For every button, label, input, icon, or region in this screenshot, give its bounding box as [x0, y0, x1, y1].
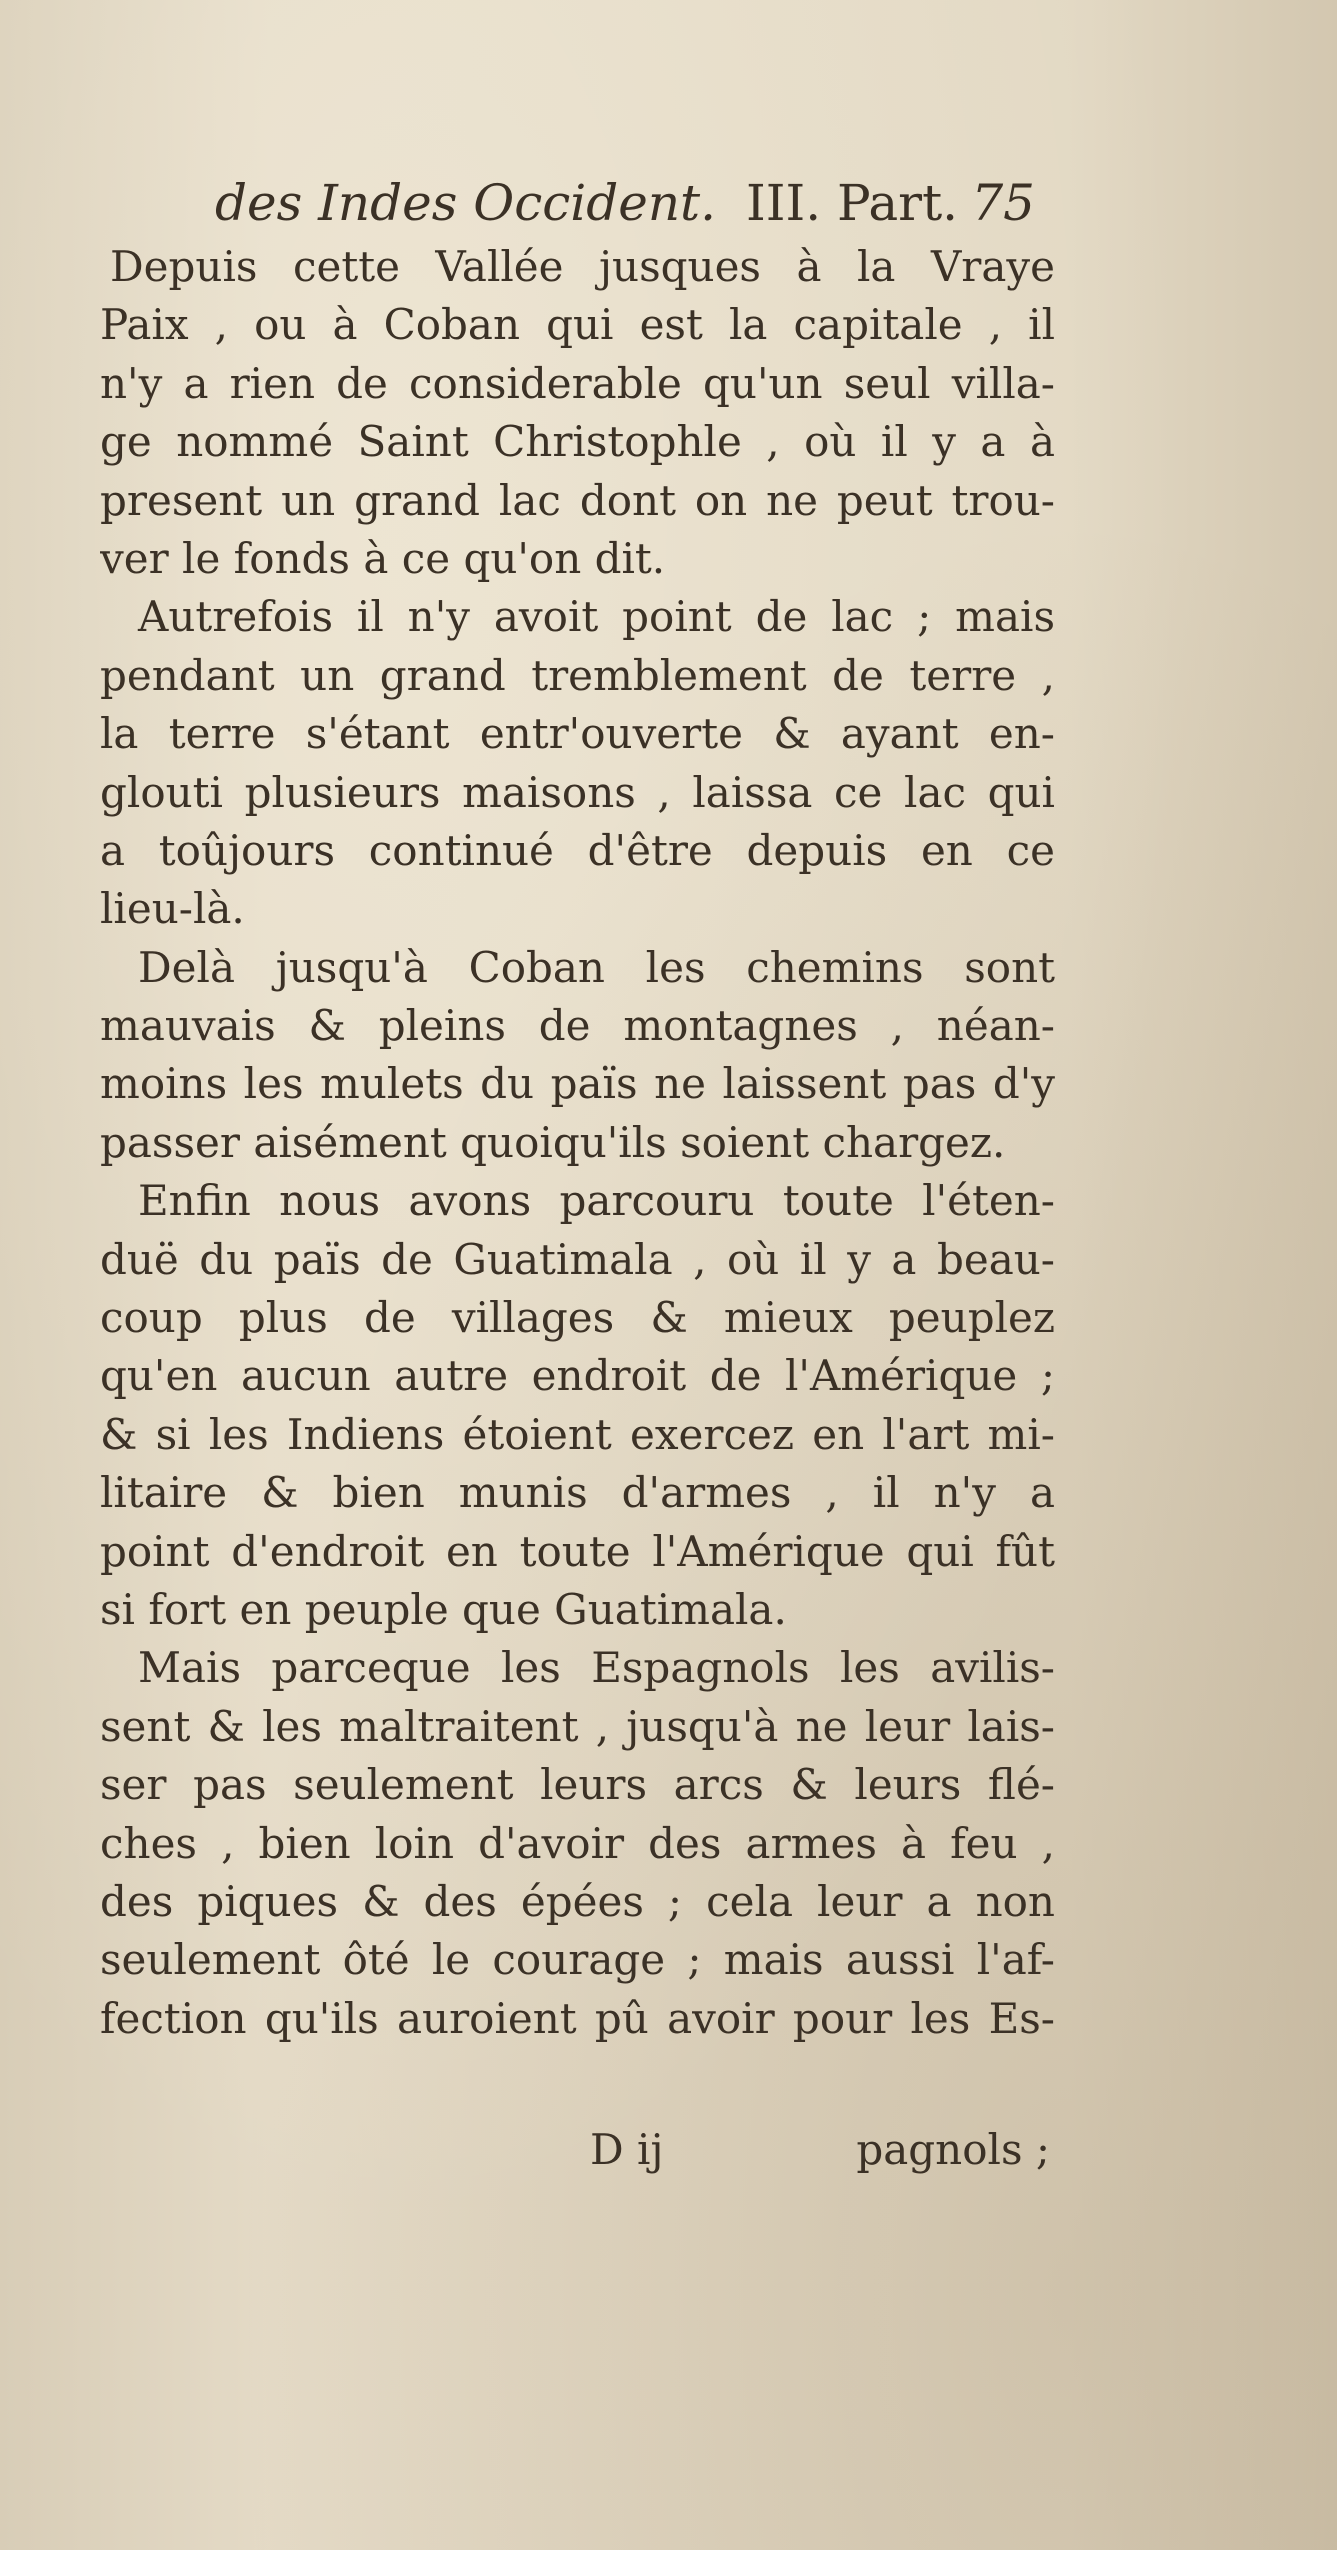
text-line: ches , bien loin d'avoir des armes à feu ,: [100, 1818, 1055, 1868]
running-head: [215, 168, 1035, 238]
text-line: mauvais & pleins de montagnes , néan-: [100, 1001, 1055, 1051]
text-line: glouti plusieurs maisons , laissa ce lac qui: [100, 767, 1055, 817]
text-line: fection qu'ils auroient pû avoir pour les Es-: [100, 1993, 1055, 2043]
text-line: duë du païs de Guatimala , où il y a beau-: [100, 1234, 1055, 1284]
text-line: la terre s'étant entr'ouverte & ayant en-: [100, 709, 1055, 759]
text-line: sent & les maltraitent , jusqu'à ne leur lais-: [100, 1701, 1055, 1751]
text-line: n'y a rien de considerable qu'un seul villa-: [100, 358, 1055, 408]
signature-mark: D ij: [590, 2125, 664, 2174]
text-line: Paix , ou à Coban qui est la capitale , il: [100, 300, 1055, 350]
text-line: pendant un grand tremblement de terre ,: [100, 650, 1055, 700]
text-line: present un grand lac dont on ne peut trou-: [100, 475, 1055, 525]
running-title: des Indes Occident.: [215, 174, 717, 232]
text-line: des piques & des épées ; cela leur a non: [100, 1876, 1055, 1926]
text-line: a toûjours continué d'être depuis en ce: [100, 825, 1055, 875]
text-line: moins les mulets du païs ne laissent pas d'y: [100, 1059, 1055, 1109]
text-line: litaire & bien munis d'armes , il n'y a: [100, 1468, 1055, 1518]
text-line: ge nommé Saint Christophle , où il y a à: [100, 417, 1055, 467]
text-line: Delà jusqu'à Coban les chemins sont: [138, 942, 1055, 992]
text-line: seulement ôté le courage ; mais aussi l'af-: [100, 1935, 1055, 1985]
page-number: 75: [971, 174, 1035, 232]
text-line: passer aisément quoiqu'ils soient chargez.: [100, 1117, 1006, 1167]
text-line: si fort en peuple que Guatimala.: [100, 1584, 787, 1634]
text-line: lieu-là.: [100, 884, 245, 934]
catchword: pagnols ;: [856, 2125, 1050, 2174]
text-line: Autrefois il n'y avoit point de lac ; mais: [138, 592, 1055, 642]
body-text: [100, 238, 1055, 2048]
text-line: coup plus de villages & mieux peuplez: [100, 1293, 1055, 1343]
text-line: qu'en aucun autre endroit de l'Amérique ;: [100, 1351, 1055, 1401]
text-line: & si les Indiens étoient exercez en l'art mi-: [100, 1409, 1055, 1459]
text-line: Enfin nous avons parcouru toute l'éten-: [138, 1176, 1055, 1226]
text-line: point d'endroit en toute l'Amérique qui fût: [100, 1526, 1055, 1576]
text-line: ser pas seulement leurs arcs & leurs flé-: [100, 1760, 1055, 1810]
page-footer: [590, 2120, 1050, 2180]
running-part: III. Part.: [745, 174, 959, 232]
text-line: ver le fonds à ce qu'on dit.: [100, 533, 666, 583]
text-line: Depuis cette Vallée jusques à la Vraye: [110, 242, 1055, 291]
text-line: Mais parceque les Espagnols les avilis-: [138, 1643, 1055, 1693]
